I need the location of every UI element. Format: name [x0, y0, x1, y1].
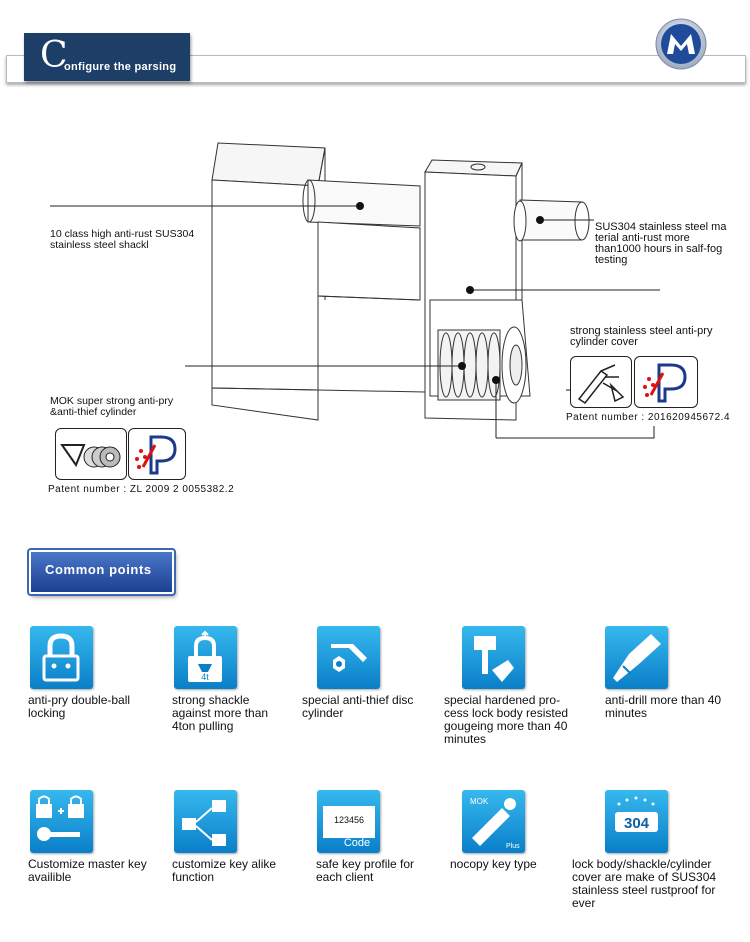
feature-label-7: customize key alike function [172, 857, 277, 884]
body-label-line3: than1000 hours in salf-fog [595, 243, 723, 255]
patent-number-left: Patent number : ZL 2009 2 0055382.2 [48, 484, 235, 495]
patent-mark-icon [635, 357, 697, 407]
master-key-icon [30, 790, 93, 853]
pry-tool-icon [571, 357, 631, 407]
shackle-label: 10 class high anti-rust SUS304 stainless steel shackl [50, 228, 195, 251]
patent-logo-left [128, 428, 186, 480]
mok-text: MOK [470, 797, 489, 806]
cover-label-line2: cylinder cover [570, 336, 638, 348]
cylinder-label-line2: &anti-thief cylinder [50, 406, 137, 418]
code-number: 123456 [333, 815, 365, 825]
keyed-alike-icon [174, 790, 237, 853]
feature-label-4: special hardened pro-cess lock body resisted gougeing more than 40 minutes [444, 693, 569, 746]
brand-logo-icon [655, 18, 707, 70]
body-label-line4: testing [595, 254, 628, 266]
feature-label-9: nocopy key type [450, 857, 537, 871]
header-title-initial: C [40, 35, 68, 76]
body-label-line2: terial anti-rust more [595, 232, 690, 244]
sus304-text: 304 [623, 815, 650, 832]
common-points-title: Common points [45, 562, 152, 577]
header-title: onfigure the parsing [64, 61, 177, 73]
feature-label-10: lock body/shackle/cylinder cover are make of SUS304 stainless steel rustproof for ever [572, 857, 717, 910]
padlock-icon [30, 626, 93, 689]
cover-label-line1: strong stainless steel anti-pry [570, 325, 713, 337]
feature-label-3: special anti-thief disc cylinder [302, 693, 414, 720]
weight-label: 4t [201, 672, 209, 682]
hex-key-icon [317, 626, 380, 689]
patent-number-right: Patent number : 201620945672.4 [566, 412, 731, 423]
anti-pry-cover-badge [570, 356, 632, 408]
drill-icon [605, 626, 668, 689]
anti-thief-cylinder-badge [55, 428, 127, 480]
feature-label-1: anti-pry double-ball locking [28, 693, 131, 720]
weight-padlock-icon [174, 626, 237, 689]
feature-label-6: Customize master key availible [28, 857, 147, 884]
cylinder-label-line1: MOK super strong anti-pry [50, 395, 174, 407]
sus304-badge-icon [605, 790, 668, 853]
code-card-icon [317, 790, 380, 853]
plus-text: Plus [506, 843, 520, 850]
feature-label-5: anti-drill more than 40 minutes [605, 693, 722, 720]
patent-logo-right [634, 356, 698, 408]
hammer-icon [462, 626, 525, 689]
patent-mark-icon [129, 429, 185, 479]
feature-label-8: safe key profile for each client [316, 857, 415, 884]
feature-label-2: strong shackle against more than 4ton pulling [172, 693, 269, 733]
cylinder-key-icon [56, 429, 126, 479]
code-word: Code [343, 837, 371, 849]
body-label-line1: SUS304 stainless steel ma [595, 221, 727, 233]
nocopy-key-icon [462, 790, 525, 853]
